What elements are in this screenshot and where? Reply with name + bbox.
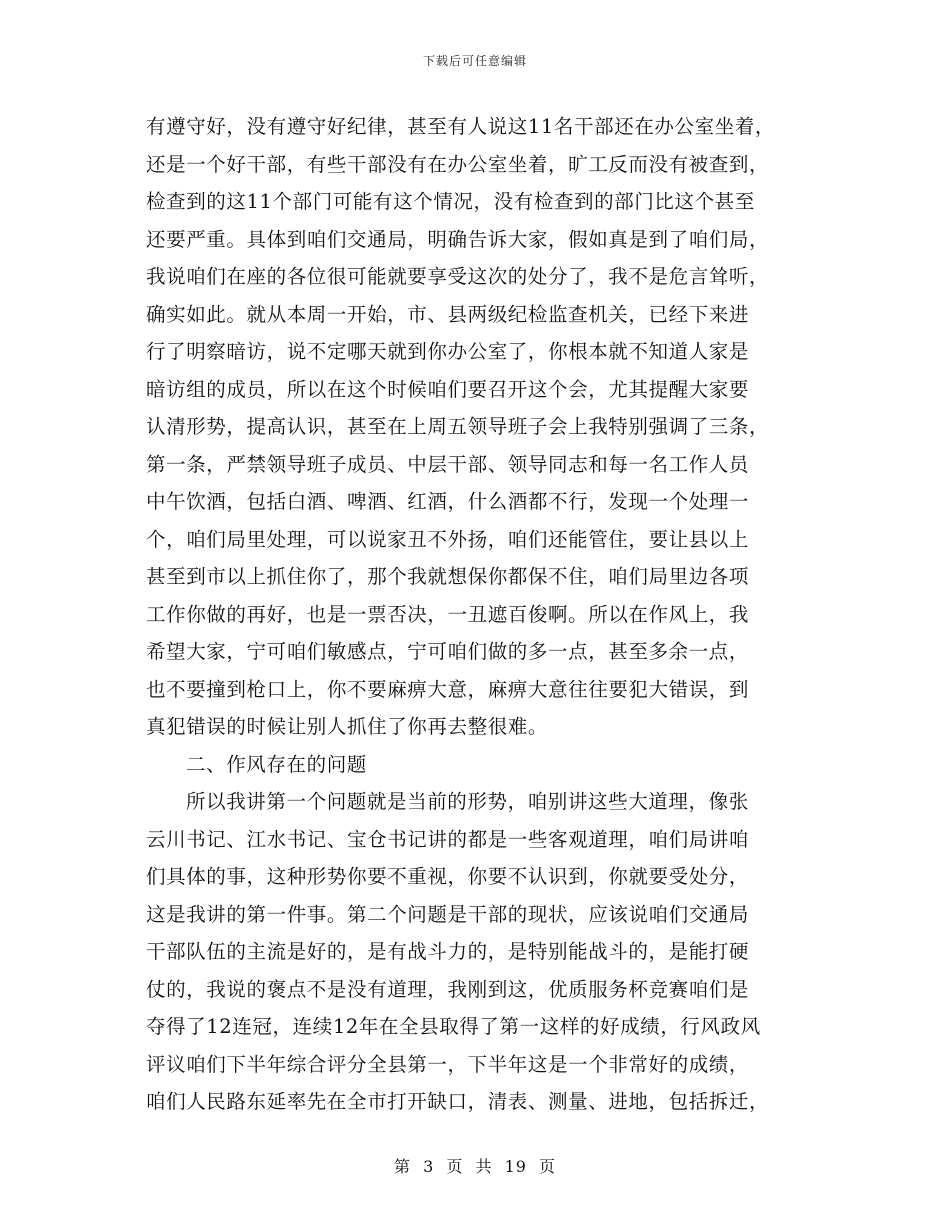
- paragraph-line: 评议咱们下半年综合评分全县第一，下半年这是一个非常好的成绩，: [146, 1052, 750, 1076]
- footer-page-label: 页: [446, 1157, 464, 1176]
- body-line: 甚至到市以上抓住你了，那个我就想保你都保不住，咱们局里边各项: [146, 565, 750, 588]
- body-line: 还要严重。具体到咱们交通局，明确告诉大家，假如真是到了咱们局，: [146, 227, 770, 251]
- footer-suffix: 页: [539, 1157, 557, 1176]
- footer-prefix: 第: [393, 1157, 411, 1176]
- paragraph-line: 夺得了12连冠，连续12年在全县取得了第一这样的好成绩，行风政风: [146, 1015, 761, 1038]
- paragraph-line: 这是我讲的第一件事。第二个问题是干部的现状，应该说咱们交通局: [146, 902, 750, 926]
- document-body: [146, 108, 811, 1121]
- body-line: 检查到的这11个部门可能有这个情况，没有检查到的部门比这个甚至: [146, 190, 755, 213]
- body-line: 还是一个好干部，有些干部没有在办公室坐着，旷工反而没有被查到，: [146, 152, 770, 176]
- body-line: 认清形势，提高认识，甚至在上周五领导班子会上我特别强调了三条，: [146, 415, 770, 438]
- paragraph-line: 咱们人民路东延率先在全市打开缺口，清表、测量、进地，包括拆迁，: [146, 1090, 770, 1113]
- page-number: 3: [423, 1157, 435, 1176]
- body-line: 第一条，严禁领导班子成员、中层干部、领导同志和每一名工作人员: [146, 452, 750, 476]
- paragraph-line: 所以我讲第一个问题就是当前的形势，咱别讲这些大道理，像张: [186, 790, 749, 813]
- body-line: 我说咱们在座的各位很可能就要享受这次的处分了，我不是危言耸听，: [146, 265, 770, 288]
- body-line: 有遵守好，没有遵守好纪律，甚至有人说这11名干部还在办公室坐着，: [146, 115, 776, 138]
- section-heading: 二、作风存在的问题: [186, 752, 367, 776]
- body-line: 行了明察暗访，说不定哪天就到你办公室了，你根本就不知道人家是: [146, 340, 750, 363]
- body-line: 工作你做的再好，也是一票否决，一丑遮百俊啊。所以在作风上，我: [146, 602, 750, 626]
- body-line: 中午饮酒，包括白酒、啤酒、红酒，什么酒都不行，发现一个处理一: [146, 490, 750, 513]
- paragraph-line: 们具体的事，这种形势你要不重视，你要不认识到，你就要受处分，: [146, 865, 750, 888]
- body-line: 希望大家，宁可咱们敏感点，宁可咱们做的多一点，甚至多余一点，: [146, 640, 750, 663]
- body-line: 个，咱们局里处理，可以说家丑不外扬，咱们还能管住，要让县以上: [146, 527, 750, 551]
- footer-total-label: 共: [475, 1157, 493, 1176]
- body-line: 暗访组的成员，所以在这个时候咱们要召开这个会，尤其提醒大家要: [146, 377, 750, 401]
- page-header: 下载后可任意编辑: [422, 54, 527, 68]
- total-pages: 19: [504, 1157, 527, 1176]
- body-line: 真犯错误的时候让别人抓住了你再去整很难。: [146, 715, 549, 738]
- paragraph-line: 干部队伍的主流是好的，是有战斗力的，是特别能战斗的，是能打硬: [146, 940, 750, 963]
- page-footer: [0, 1154, 950, 1177]
- paragraph-line: 云川书记、江水书记、宝仓书记讲的都是一些客观道理，咱们局讲咱: [146, 827, 750, 851]
- paragraph-line: 仗的，我说的褒点不是没有道理，我刚到这，优质服务杯竞赛咱们是: [146, 977, 750, 1001]
- body-line: 也不要撞到枪口上，你不要麻痹大意，麻痹大意往往要犯大错误，到: [146, 677, 750, 701]
- body-line: 确实如此。就从本周一开始，市、县两级纪检监查机关，已经下来进: [146, 302, 750, 326]
